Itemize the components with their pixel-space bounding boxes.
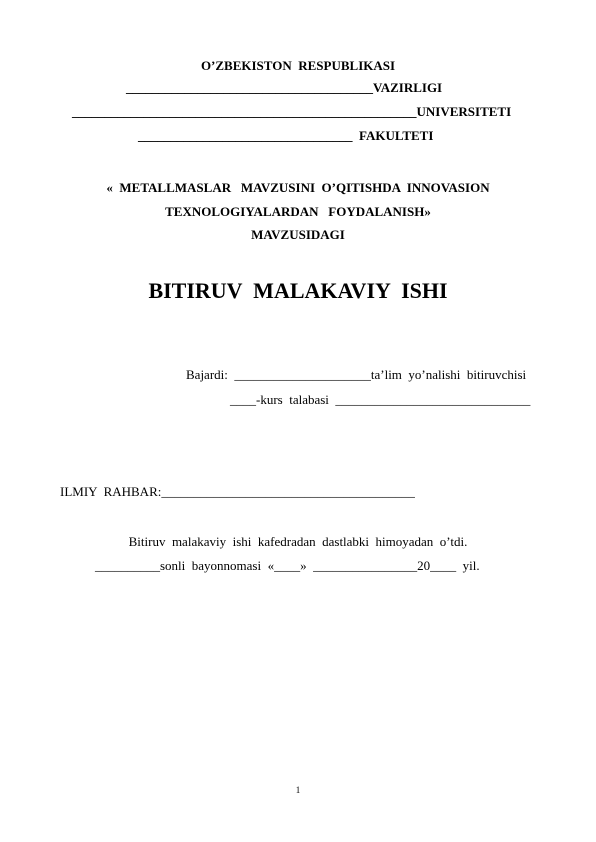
ministry-line: ______________________________________VAZIRLIGI bbox=[126, 80, 443, 95]
author-line-1: Bajardi: _____________________ta’lim yo’nalishi bitiruvchisi bbox=[186, 367, 527, 382]
author-line-2: ____-kurs talabasi ______________________________ bbox=[230, 392, 531, 407]
university-line: _____________________________________________________UNIVERSITETI bbox=[72, 104, 512, 119]
defense-line-1: Bitiruv malakaviy ishi kafedradan dastlabki himoyadan o’tdi. bbox=[128, 534, 468, 549]
supervisor-line: ILMIY RAHBAR:_______________________________________ bbox=[60, 484, 415, 499]
page-number: 1 bbox=[295, 785, 301, 795]
topic-line-1: « METALLMASLAR MAVZUSINI O’QITISHDA INNOVASION bbox=[106, 180, 490, 195]
republic-heading: O’ZBEKISTON RESPUBLIKASI bbox=[200, 58, 396, 73]
document-title: BITIRUV MALAKAVIY ISHI bbox=[148, 278, 448, 303]
faculty-line: _________________________________ FAKULTETI bbox=[138, 128, 434, 143]
defense-line-2: __________sonli bayonnomasi «____» ________________20____ yil. bbox=[95, 558, 480, 573]
topic-line-2: TEXNOLOGIYALARDAN FOYDALANISH» bbox=[165, 204, 431, 219]
topic-line-3: MAVZUSIDAGI bbox=[251, 227, 345, 242]
